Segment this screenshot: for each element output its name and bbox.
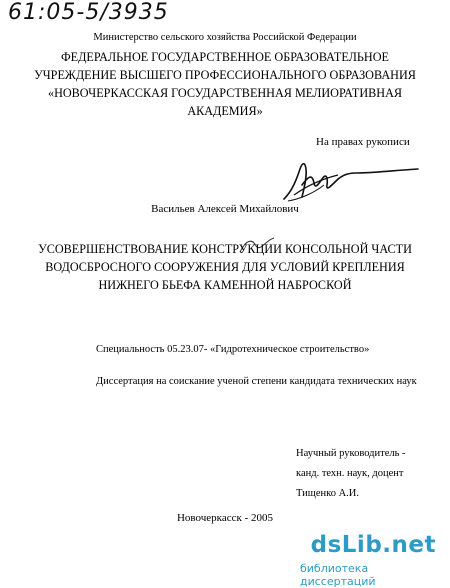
organization-line: АКАДЕМИЯ» xyxy=(187,104,263,118)
title-line: ВОДОСБРОСНОГО СООРУЖЕНИЯ ДЛЯ УСЛОВИЙ КРЕПЛЕНИЯ xyxy=(45,260,405,274)
ministry-name: Министерство сельского хозяйства Российской Федерации xyxy=(93,32,357,43)
supervisor-name: Тищенко А.И. xyxy=(296,488,359,499)
organization-line: ФЕДЕРАЛЬНОЕ ГОСУДАРСТВЕННОЕ ОБРАЗОВАТЕЛЬНОЕ xyxy=(61,50,389,64)
watermark-subtitle: библиотека диссертаций xyxy=(300,562,376,588)
supervisor-degree: канд. техн. наук, доцент xyxy=(296,468,404,479)
dissertation-title xyxy=(0,240,450,294)
title-line: НИЖНЕГО БЬЕФА КАМЕННОЙ НАБРОСКОЙ xyxy=(98,278,352,292)
supervisor-label: Научный руководитель - xyxy=(296,448,406,459)
dissertation-type: Диссертация на соискание ученой степени кандидата технических наук xyxy=(96,376,417,387)
organization-name xyxy=(0,48,450,120)
manuscript-rights: На правах рукописи xyxy=(316,136,410,148)
watermark-logo: dsLib.net xyxy=(310,532,436,558)
archive-number: 61:05-5/3935 xyxy=(8,0,169,25)
author-name: Васильев Алексей Михайлович xyxy=(151,203,299,215)
specialty-line: Специальность 05.23.07- «Гидротехническое строительство» xyxy=(96,344,370,355)
organization-line: «НОВОЧЕРКАССКАЯ ГОСУДАРСТВЕННАЯ МЕЛИОРАТИВНАЯ xyxy=(47,86,403,100)
city-year: Новочеркасск - 2005 xyxy=(176,512,274,524)
title-line: УСОВЕРШЕНСТВОВАНИЕ КОНСТРУКЦИИ КОНСОЛЬНОЙ ЧАСТИ xyxy=(38,242,412,256)
handwritten-signature xyxy=(278,155,428,207)
organization-line: УЧРЕЖДЕНИЕ ВЫСШЕГО ПРОФЕССИОНАЛЬНОГО ОБРАЗОВАНИЯ xyxy=(34,68,416,82)
supervisor-block xyxy=(296,444,406,504)
watermark xyxy=(300,532,450,588)
